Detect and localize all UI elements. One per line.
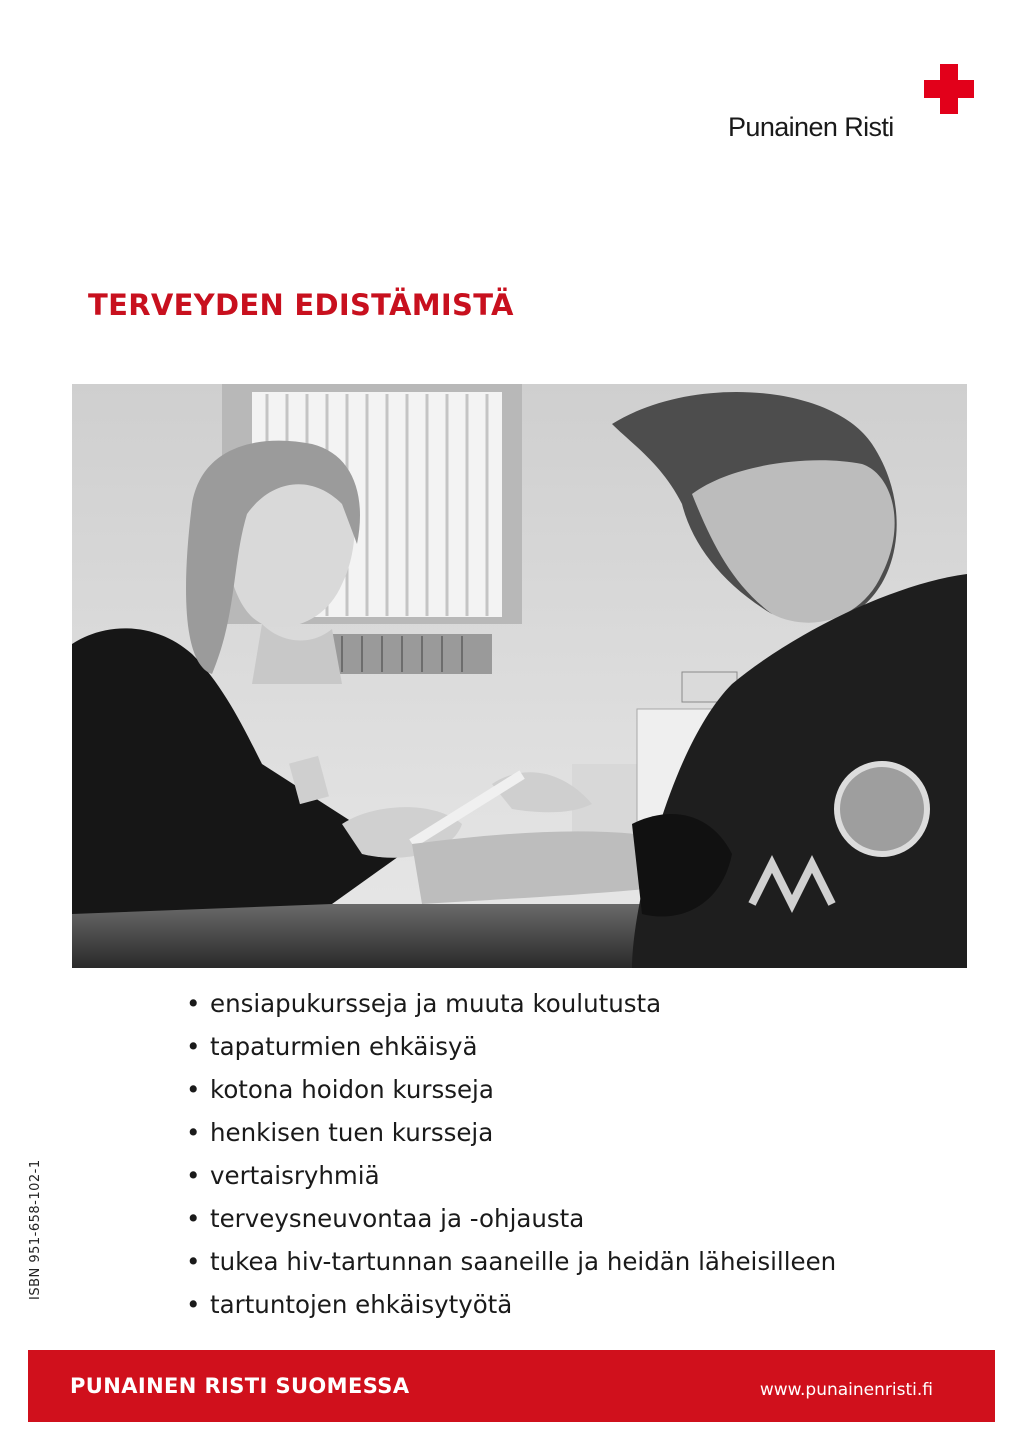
list-item: • tapaturmien ehkäisyä	[186, 1025, 836, 1068]
service-list	[186, 982, 836, 1326]
page-title: TERVEYDEN EDISTÄMISTÄ	[88, 288, 514, 322]
photo	[72, 384, 967, 968]
list-item: • ensiapukursseja ja muuta koulutusta	[186, 982, 836, 1025]
isbn: ISBN 951-658-102-1	[28, 1159, 43, 1300]
bullet: •	[186, 1075, 201, 1104]
list-item: • kotona hoidon kursseja	[186, 1068, 836, 1111]
bullet: •	[186, 1247, 201, 1276]
footer-organization: PUNAINEN RISTI SUOMESSA	[70, 1374, 410, 1398]
photo-nurse-measuring-blood-pressure-icon	[72, 384, 967, 968]
logo-text: Punainen Risti	[728, 112, 894, 142]
red-cross-icon	[924, 64, 974, 114]
bullet: •	[186, 1161, 201, 1190]
footer-bar	[28, 1350, 995, 1422]
bullet: •	[186, 1290, 201, 1319]
logo	[728, 62, 978, 144]
list-item: • tukea hiv-tartunnan saaneille ja heidän läheisilleen	[186, 1240, 836, 1283]
list-item: • vertaisryhmiä	[186, 1154, 836, 1197]
list-item: • terveysneuvontaa ja -ohjausta	[186, 1197, 836, 1240]
bullet: •	[186, 989, 201, 1018]
bullet: •	[186, 1032, 201, 1061]
bullet: •	[186, 1204, 201, 1233]
list-item: • henkisen tuen kursseja	[186, 1111, 836, 1154]
footer-website: www.punainenristi.fi	[759, 1380, 933, 1400]
bullet: •	[186, 1118, 201, 1147]
list-item: • tartuntojen ehkäisytyötä	[186, 1283, 836, 1326]
